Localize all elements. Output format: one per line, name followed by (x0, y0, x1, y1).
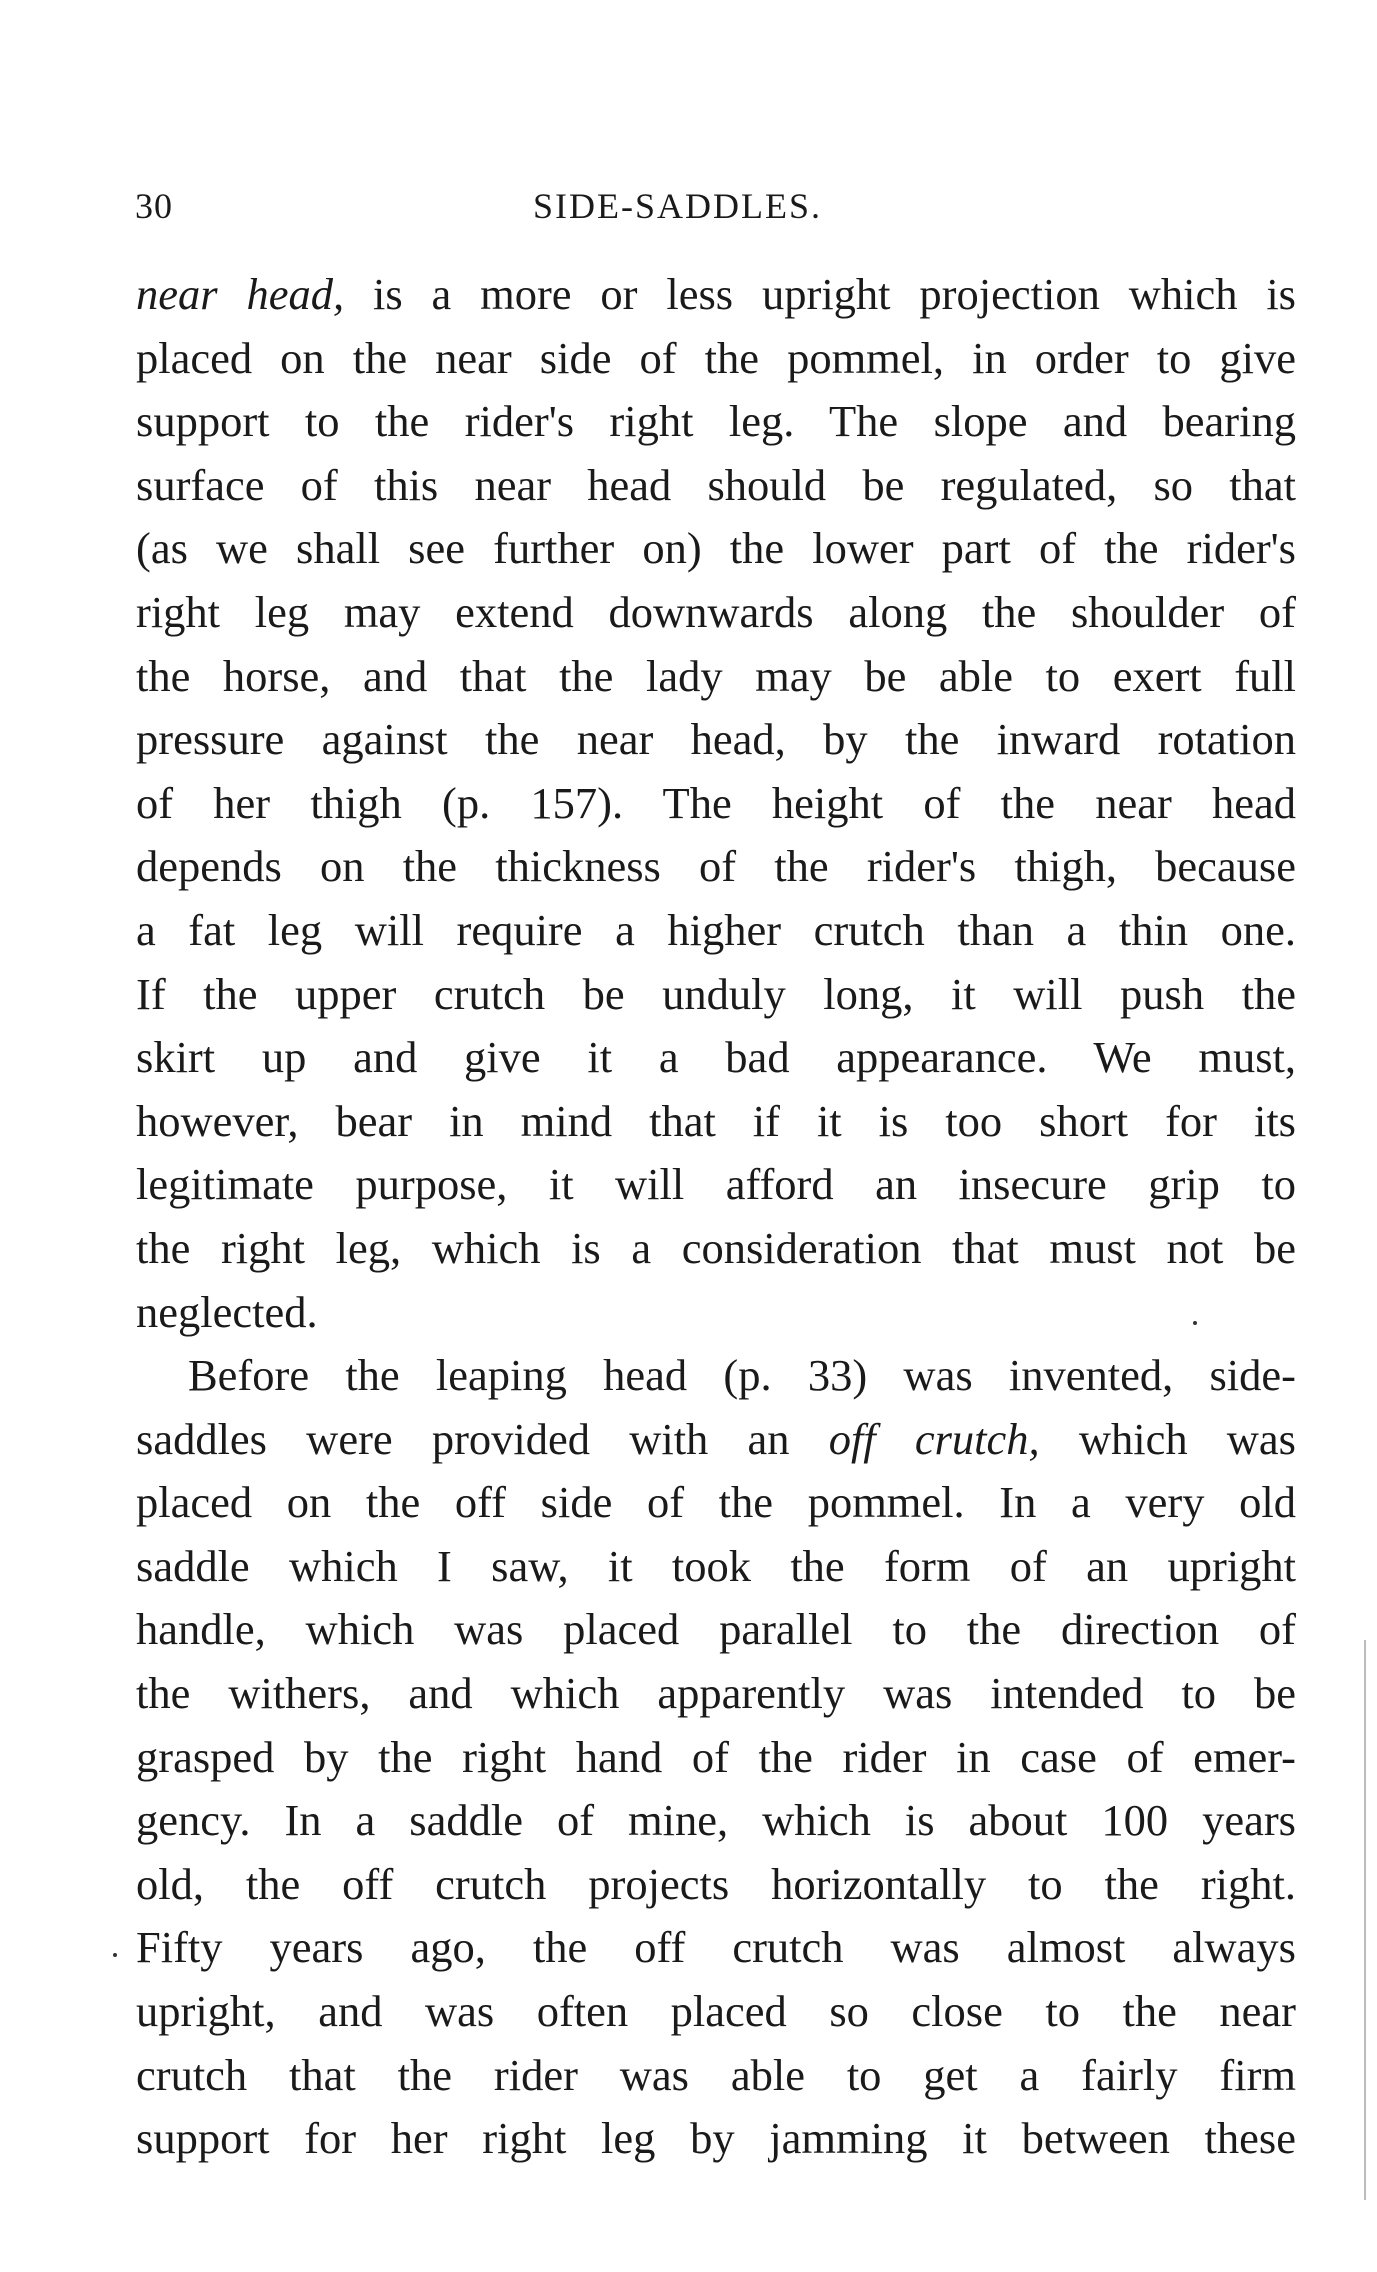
text-line: support to the rider's right leg. The slope and bearing (136, 396, 1296, 447)
ink-speck (1193, 1321, 1197, 1325)
line-text: which was (1078, 1413, 1296, 1464)
text-line: the withers, and which apparently was intended to be (136, 1668, 1296, 1719)
text-line: support for her right leg by jamming it between these (136, 2113, 1296, 2164)
text-line: surface of this near head should be regulated, so that (136, 459, 1296, 510)
text-line: saddle which I saw, it took the form of an upright (136, 1540, 1296, 1591)
line-text: is a more or less upright projection which is (372, 269, 1297, 319)
body-text (136, 263, 1296, 2171)
text-line: skirt up and give it a bad appearance. We must, (136, 1032, 1296, 1083)
italic-term: near head, (136, 269, 345, 319)
line-text: saddles were provided with an (136, 1413, 790, 1464)
text-line: however, bear in mind that if it is too short for its (136, 1095, 1296, 1146)
text-line: the right leg, which is a consideration that must not be (136, 1222, 1296, 1273)
text-line: If the upper crutch be unduly long, it will push the (136, 968, 1296, 1019)
text-line (136, 1408, 1296, 1472)
text-line: a fat leg will require a higher crutch than a thin one. (136, 904, 1296, 955)
text-line: old, the off crutch projects horizontally to the right. (136, 1858, 1296, 1909)
text-line: (as we shall see further on) the lower part of the rider's (136, 523, 1296, 574)
text-line (136, 263, 1296, 327)
italic-term: off crutch, (828, 1413, 1040, 1464)
paragraph-first-line: Before the leaping head (p. 33) was invented, side- (188, 1350, 1296, 1401)
text-line: placed on the near side of the pommel, in order to give (136, 332, 1296, 383)
text-line: the horse, and that the lady may be able to exert full (136, 650, 1296, 701)
text-line: placed on the off side of the pommel. In a very old (136, 1477, 1296, 1528)
page-edge-shadow (1364, 1640, 1366, 2200)
text-line: neglected. (136, 1286, 318, 1337)
text-line: right leg may extend downwards along the shoulder of (136, 586, 1296, 637)
text-line: crutch that the rider was able to get a fairly firm (136, 2049, 1296, 2100)
text-line: legitimate purpose, it will afford an insecure grip to (136, 1159, 1296, 1210)
text-line: depends on the thickness of the rider's thigh, because (136, 841, 1296, 892)
page-number: 30 (135, 186, 173, 226)
text-line: handle, which was placed parallel to the direction of (136, 1604, 1296, 1655)
text-line: upright, and was often placed so close to the near (136, 1986, 1296, 2037)
running-head (135, 176, 1295, 236)
text-line: pressure against the near head, by the inward rotation (136, 714, 1296, 765)
ink-speck (113, 1953, 117, 1957)
running-title: SIDE-SADDLES. (533, 186, 823, 226)
text-line: of her thigh (p. 157). The height of the near head (136, 777, 1296, 828)
text-line: grasped by the right hand of the rider in case of emer- (136, 1731, 1296, 1782)
text-line: gency. In a saddle of mine, which is about 100 years (136, 1795, 1296, 1846)
text-line: Fifty years ago, the off crutch was almost always (136, 1922, 1296, 1973)
